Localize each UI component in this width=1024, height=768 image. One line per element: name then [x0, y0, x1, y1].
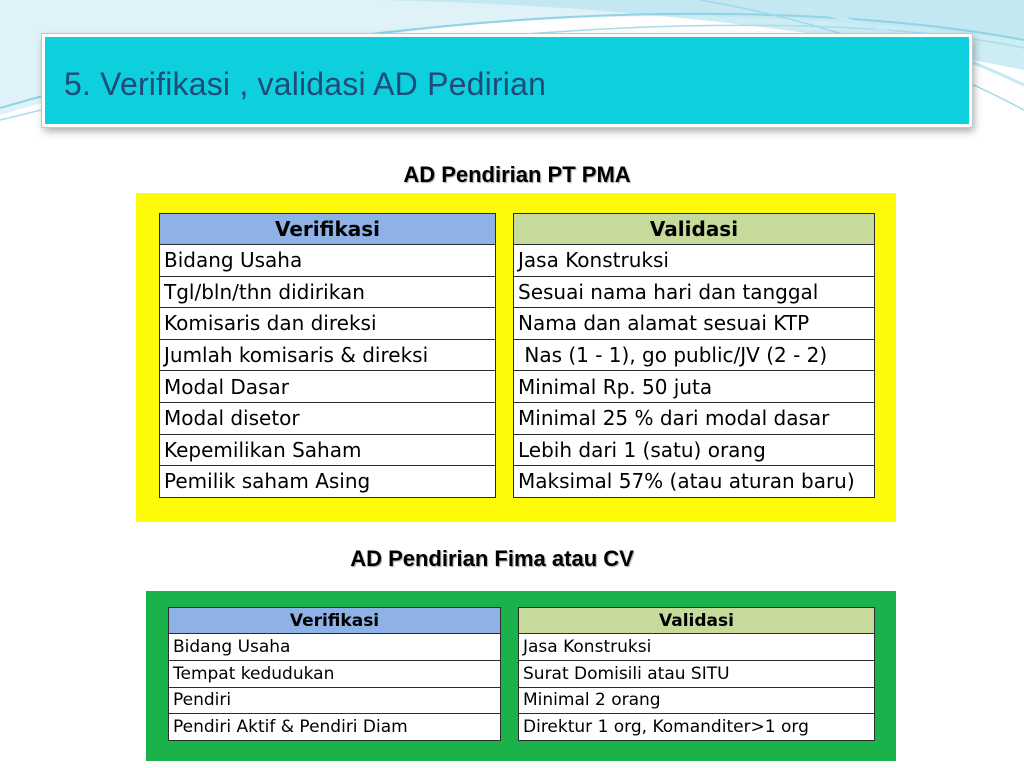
table-row: Modal disetor: [160, 402, 496, 434]
table-row: Pemilik saham Asing: [160, 466, 496, 498]
table-row: Tempat kedudukan: [169, 660, 501, 687]
pma-validasi-table: [513, 213, 875, 498]
pma-verifikasi-table: [159, 213, 496, 498]
table-row: Minimal Rp. 50 juta: [514, 371, 875, 403]
title-bar: [42, 34, 972, 127]
table-row: Direktur 1 org, Komanditer>1 org: [519, 714, 875, 741]
table-row: Jasa Konstruksi: [514, 245, 875, 277]
table-row: Nama dan alamat sesuai KTP: [514, 308, 875, 340]
cv-heading: AD Pendirian Fima atau CV: [350, 546, 634, 571]
table-row: Jumlah komisaris & direksi: [160, 339, 496, 371]
cv-panel: [146, 591, 896, 761]
cv-verifikasi-header: Verifikasi: [169, 608, 501, 634]
table-row: Modal Dasar: [160, 371, 496, 403]
table-row: Tgl/bln/thn didirikan: [160, 276, 496, 308]
page-title: 5. Verifikasi , validasi AD Pedirian: [64, 66, 547, 102]
table-row: Komisaris dan direksi: [160, 308, 496, 340]
table-row: Maksimal 57% (atau aturan baru): [514, 466, 875, 498]
table-row: Nas (1 - 1), go public/JV (2 - 2): [514, 339, 875, 371]
table-row: Pendiri: [169, 687, 501, 714]
pma-verifikasi-header: Verifikasi: [160, 214, 496, 245]
table-row: Pendiri Aktif & Pendiri Diam: [169, 714, 501, 741]
table-row: Surat Domisili atau SITU: [519, 660, 875, 687]
table-row: Kepemilikan Saham: [160, 434, 496, 466]
table-row: Bidang Usaha: [160, 245, 496, 277]
pma-panel: [136, 193, 896, 522]
cv-validasi-header: Validasi: [519, 608, 875, 634]
cv-verifikasi-table: [168, 607, 501, 741]
table-row: Lebih dari 1 (satu) orang: [514, 434, 875, 466]
table-row: Jasa Konstruksi: [519, 634, 875, 661]
table-row: Minimal 2 orang: [519, 687, 875, 714]
table-row: Bidang Usaha: [169, 634, 501, 661]
cv-validasi-table: [518, 607, 875, 741]
pma-validasi-header: Validasi: [514, 214, 875, 245]
table-row: Sesuai nama hari dan tanggal: [514, 276, 875, 308]
pma-heading: AD Pendirian PT PMA: [403, 162, 631, 187]
table-row: Minimal 25 % dari modal dasar: [514, 402, 875, 434]
